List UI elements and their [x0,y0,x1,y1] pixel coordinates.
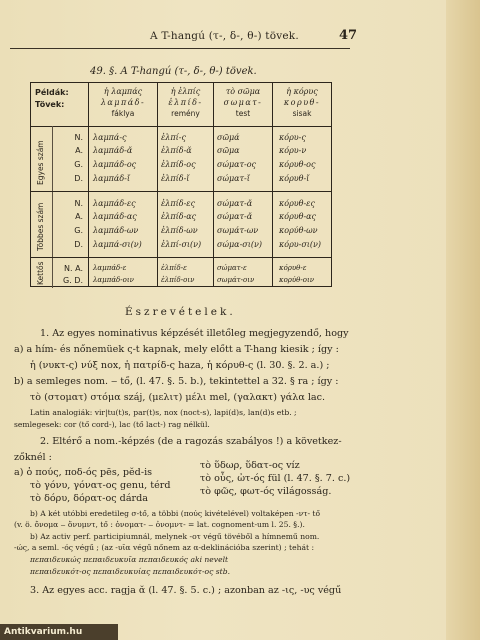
table-cell: λαμπάδ-ων [93,226,139,235]
column-header: ἡ κόρυς κορυθ- sisak [283,87,321,118]
paragraph-line: Latin analogiák: vir|tu(t)s, par(t)s, nox (noct-s), lapi(d)s, lan(d)s etb. ; [30,408,297,417]
table-cell: λαμπάδ-ῐ [93,174,130,183]
table-cell: σώματ-ος [217,160,257,169]
page-edge [446,0,480,640]
case-label: A. [75,212,83,221]
group-label-dual: Kettős [36,261,45,285]
example-line: τὸ ὕδωρ, ὕδατ-ος víz [200,460,300,471]
table-cell: κορύθ-οιν [279,276,314,284]
table-cell: ἐλπίδ-ε [161,264,187,272]
paragraph-line: b) a semleges nom. ‒ tő, (l. 47. §. 5. b.), tekintettel a 32. § ra ; így : [14,376,339,387]
table-cell: κορύθ-ων [279,226,318,235]
paragraph-line: 2. Eltérő a nom.-képzés (de a ragozás szabályos !) a következ- [40,436,342,447]
case-label: A. [75,146,83,155]
table-cell: ἐλπίδ-ας [161,212,197,221]
page-number: 47 [339,28,358,43]
table-cell: λαμπάδ-οιν [93,276,134,284]
table-corner [35,87,69,111]
section-number: 49. §. [90,66,118,77]
section-title [90,66,257,77]
case-label: G. [74,160,83,169]
example-line: τὸ φῶς, φωτ-ός világosság. [200,486,332,497]
table-cell: ἐλπί-ς [161,133,186,142]
example-line: τὸ οὖς, ὠτ-ός fül (l. 47. §. 7. c.) [200,473,351,484]
paragraph-line: ἡ (νυκτ-ς) νύξ nox, ἡ πατρίδ-ς haza, ἡ κόρυθ-ς (l. 30. §. 2. a.) ; [30,360,330,371]
table-cell: ἐλπίδ-ος [161,160,196,169]
table-cell: σώματ-ε [217,264,247,272]
table-cell: κόρυθ-ες [279,199,315,208]
example-line: τὸ γόνυ, γόνατ-ος genu, térd [30,480,171,491]
paragraph-line: a) a hím- és nőnemüek ς-t kapnak, mely előtt a T-hang kiesik ; így : [14,344,339,355]
column-header: τὸ σῶμα σωματ- test [223,87,263,118]
table-cell: σώμα-σι(ν) [217,240,262,249]
paragraph-line: zőknél : [14,452,52,463]
header-rule [10,48,350,49]
paragraph-line: τὸ (στοματ) στόμα száj, (μελιτ) μέλι mel, (γαλακτ) γάλα lac. [30,392,326,403]
table-cell: σώματ-ᾰ [217,212,253,221]
table-cell: σωμάτ-ων [217,226,259,235]
table-cell: ἐλπίδ-ῐ [161,174,190,183]
table-cell: κόρυθ-ος [279,160,316,169]
case-label: G. [74,226,83,235]
table-cell: κόρυ-ν [279,146,307,155]
column-header: ἡ ἐλπίς ἐλπίδ- remény [168,87,203,118]
case-label: D. [74,240,83,249]
paragraph-line: semlegesek: cor (tő cord-), lac (tő lact-) rag nélkül. [14,420,210,429]
table-cell: ἐλπίδ-ᾰ [161,146,192,155]
table-cell: ἐλπίδ-ες [161,199,196,208]
footnote-line: (v. ö. ὄνομα ‒ ὄνυμντ, tő : ὀνοματ- ‒ ὀνομντ- = lat. cognoment-um l. 25. §.). [14,520,305,529]
table-cell: λαμπά-ς [93,133,127,142]
table-cell: σῶμα [217,146,240,155]
footnote-line: b) A két utóbbi eredetileg σ-tő, a többi (πούς kivételével) voltaképen -ντ- tő [30,509,321,518]
table-cell: ἐλπίδ-οιν [161,276,195,284]
remarks-title: Észrevételek. [125,306,236,318]
table-cell: λαμπάδ-ε [93,264,127,272]
table-cell: σώματ-ῐ [217,174,250,183]
corner-label-stems: Tövek: [35,100,65,109]
running-title: A T-hangú (τ-, δ-, θ-) tövek. [150,30,299,42]
case-label: N. A. [64,264,83,273]
section-title-text: A T-hangú (τ-, δ-, θ-) tövek. [120,66,257,77]
footnote-line: b) Az activ perf. participiumnál, melynek -οτ végű tövéből a hímnemű nom. [30,532,320,541]
table-cell: σώματ-ᾰ [217,199,253,208]
paragraph-line: 1. Az egyes nominativus képzését illetőleg megjegyzendő, hogy [40,328,349,339]
table-cell: κόρυ-ς [279,133,306,142]
table-cell: σῶμά [217,133,240,142]
table-cell: σωμάτ-οιν [217,276,255,284]
table-cell: κόρυθ-ας [279,212,317,221]
table-cell: λαμπάδ-ες [93,199,136,208]
paragraph-line: 3. Az egyes acc. ragja ᾰ (l. 47. §. 5. c.) ; azonban az -ις, -υς végű [30,585,342,596]
example-line: a) ὁ πούς, ποδ-ός pēs, pĕd-is [14,467,153,478]
table-cell: κόρυθ-ῐ [279,174,310,183]
table-cell: λαμπάδ-ᾰ [93,146,133,155]
watermark-logo: Antikvarium.hu [0,624,118,640]
corner-label-examples: Példák: [35,88,69,97]
case-label: N. [74,133,83,142]
column-header: ἡ λαμπάς λαμπάδ- fáklya [100,87,146,118]
footnote-line: πεπαιδευκότ-ος πεπαιδευκυίας πεπαιδευκότ-ος stb. [30,567,230,576]
table-cell: κόρυθ-ε [279,264,307,272]
declension-table [30,82,332,287]
case-label: G. D. [63,276,83,285]
table-cell: λαμπά-σι(ν) [93,240,142,249]
table-cell: ἐλπί-σι(ν) [161,240,202,249]
group-label-singular: Egyes szám [36,140,45,185]
table-cell: ἐλπίδ-ων [161,226,198,235]
case-label: D. [74,174,83,183]
footnote-line: πεπαιδευκώς πεπαιδευκυῖα πεπαιδευκός aki nevelt [30,555,229,564]
table-cell: λαμπάδ-ας [93,212,137,221]
table-cell: κόρυ-σι(ν) [279,240,322,249]
example-line: τὸ δόρυ, δόρατ-ος dárda [30,493,148,504]
group-label-plural: Többes szám [36,202,45,251]
footnote-line: -ώς, a seml. -ός végű ; (az -υῖα végű nőnem az α-deklinációba szerint) ; tehát : [14,543,315,552]
case-label: N. [74,199,83,208]
table-cell: λαμπάδ-ος [93,160,137,169]
